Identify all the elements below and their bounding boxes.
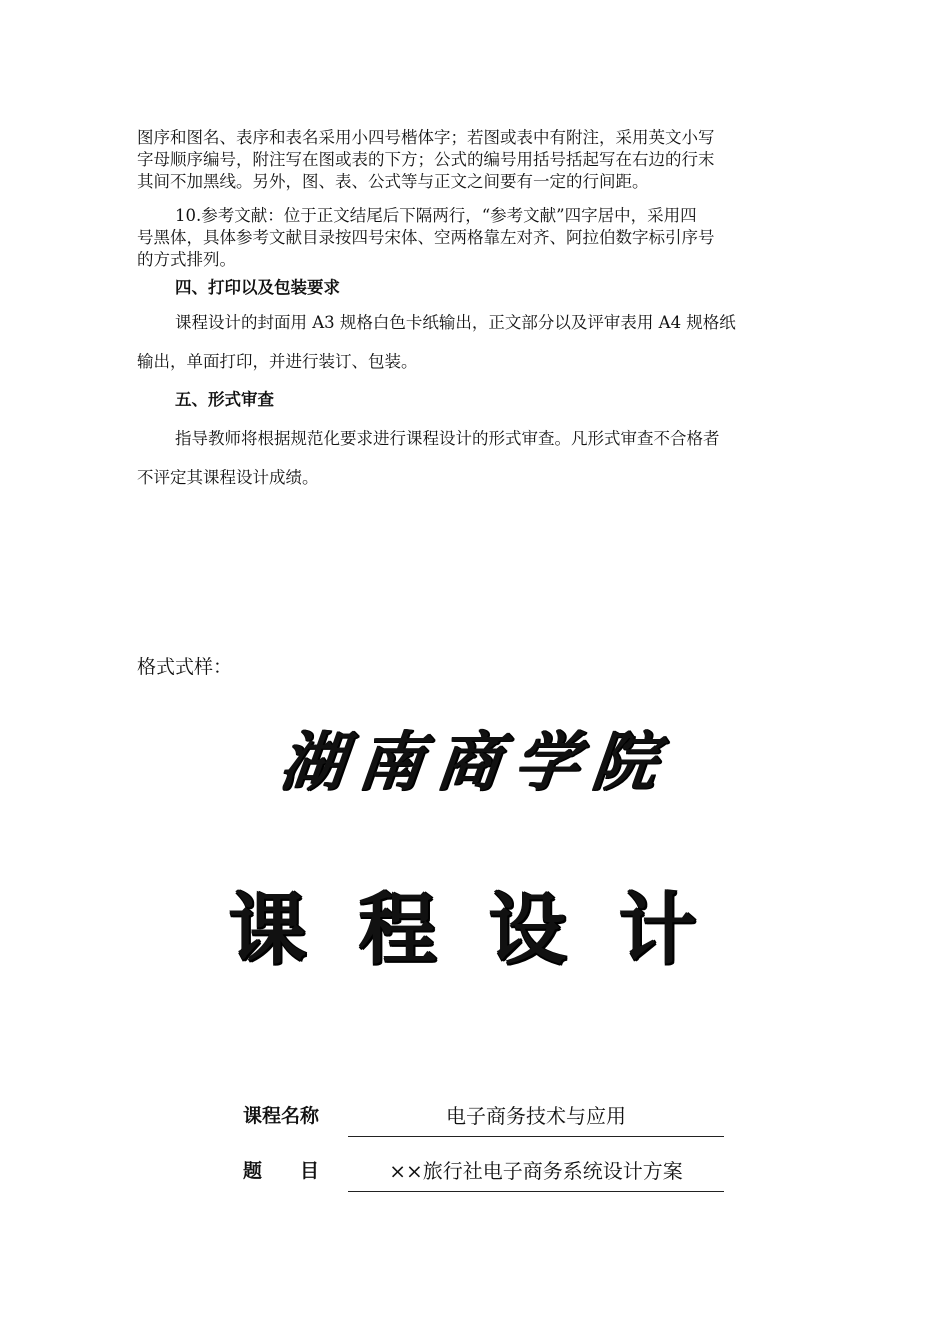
printing-paragraph [137,303,813,381]
topic-value: ××旅行社电子商务系统设计方案 [348,1151,724,1192]
format-sample-label: 格式式样： [137,656,233,678]
course-name-label: 课程名称 [243,1105,320,1127]
review-paragraph [137,419,813,497]
text-line: 不评定其课程设计成绩。 [137,468,319,487]
text-line: 指导教师将根据规范化要求进行课程设计的形式审查。凡形式审查不合格者 [175,429,720,448]
references-paragraph [137,205,813,271]
course-design-title: 课程设计 [227,885,748,975]
text-line: 的方式排列。 [137,250,236,269]
course-name-row [243,1096,724,1140]
topic-row [243,1151,724,1195]
school-name-title: 湖南商学院 [276,725,674,800]
text-line: 号黑体，具体参考文献目录按四号宋体、空两格靠左对齐、阿拉伯数字标引序号 [137,228,715,247]
course-name-value: 电子商务技术与应用 [348,1096,724,1137]
text-line: 字母顺序编号，附注写在图或表的下方；公式的编号用括号括起写在右边的行末 [137,150,715,169]
section-heading-review: 五、形式审查 [175,390,274,409]
text-line: 输出，单面打印，并进行装订、包装。 [137,352,418,371]
topic-label: 题 目 [243,1160,320,1182]
section-heading-printing: 四、打印以及包装要求 [175,278,340,297]
text-line: 10.参考文献：位于正文结尾后下隔两行，“参考文献”四字居中，采用四 [175,206,697,225]
figure-table-rules-paragraph [137,127,813,193]
text-line: 其间不加黑线。另外，图、表、公式等与正文之间要有一定的行间距。 [137,172,649,191]
text-line: 图序和图名、表序和表名采用小四号楷体字；若图或表中有附注，采用英文小写 [137,128,715,147]
text-line: 课程设计的封面用 A3 规格白色卡纸输出，正文部分以及评审表用 A4 规格纸 [175,313,736,332]
